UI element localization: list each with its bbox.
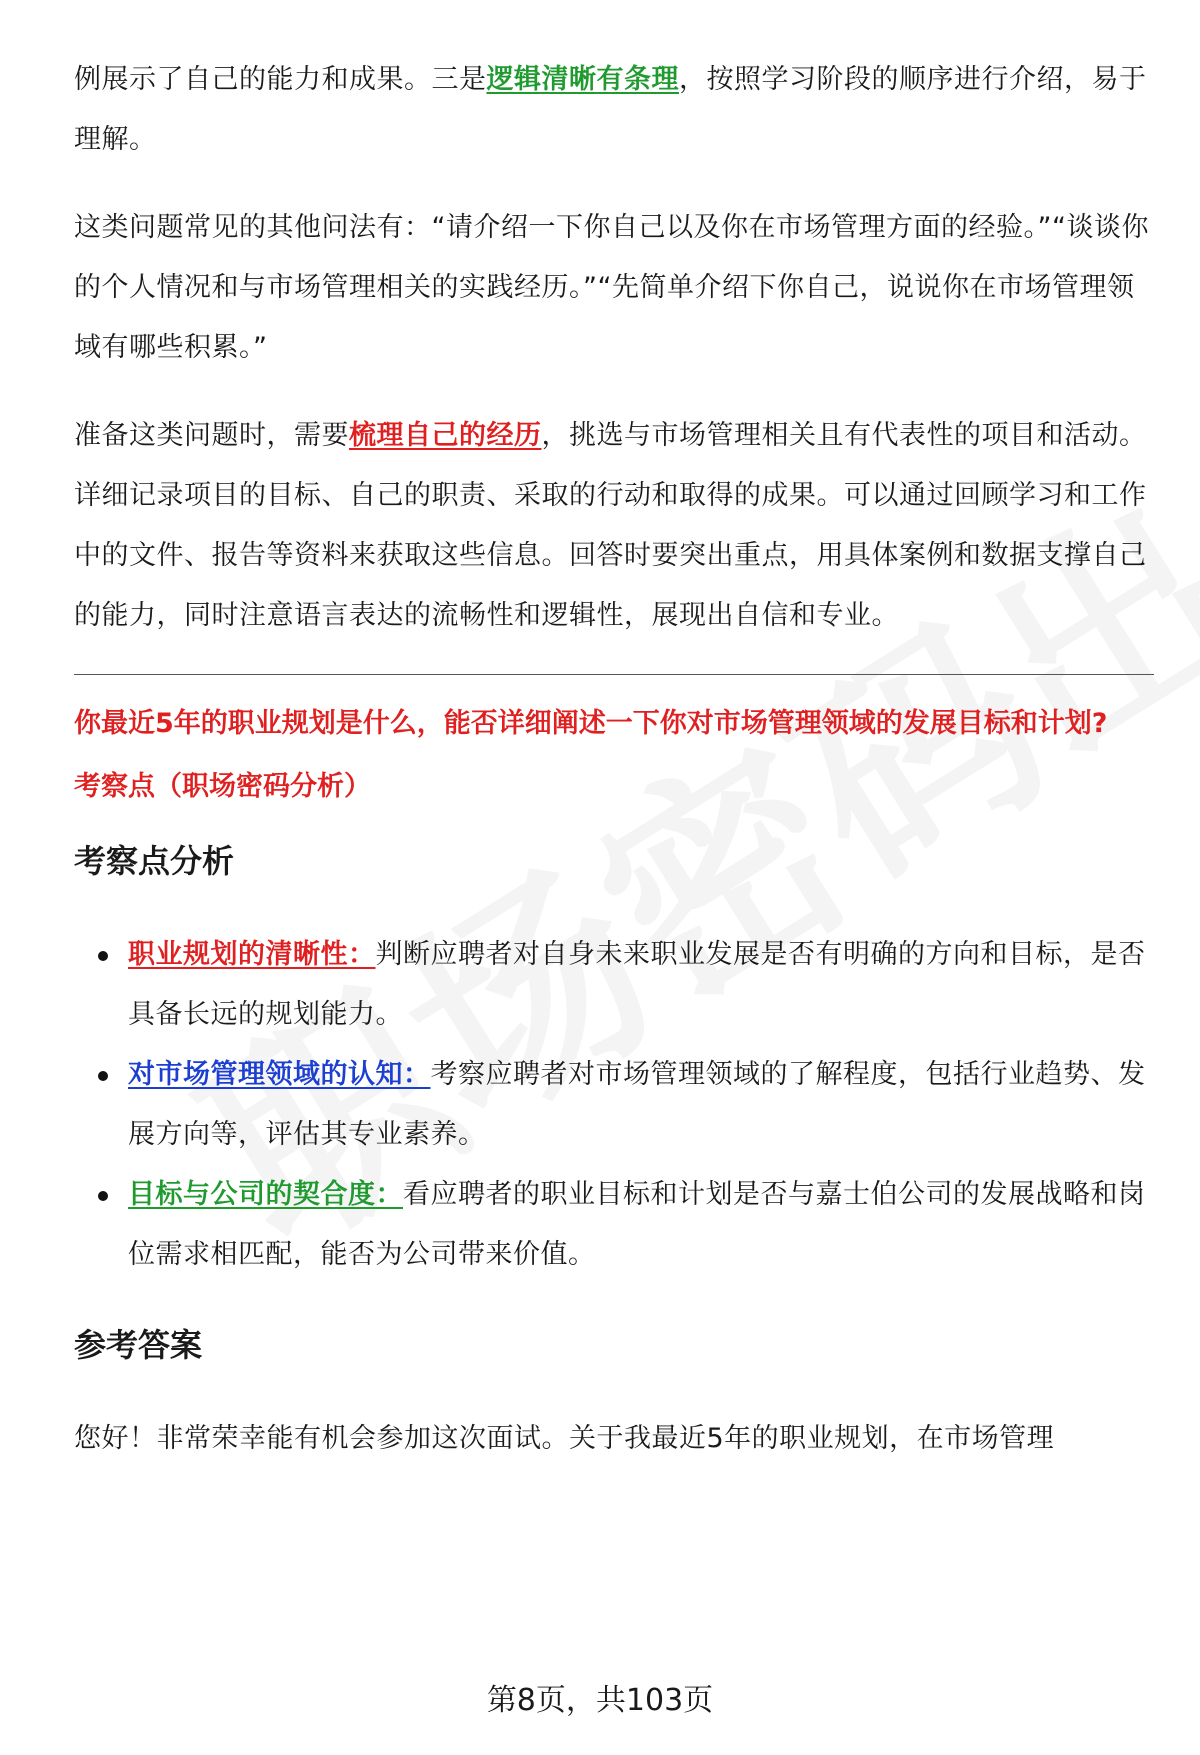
- bullet-icon: [98, 1071, 108, 1081]
- point-text: 判断应聘者对自身未来职业发展是否有明确的方向和目标，是否具备长远的规划能力。: [128, 939, 1146, 1030]
- point-label: 对市场管理领域的认知：: [128, 1059, 431, 1090]
- analysis-list: [74, 925, 1154, 1285]
- list-item: [74, 1165, 1154, 1285]
- answer-paragraph: 您好！非常荣幸能有机会参加这次面试。关于我最近5年的职业规划，在市场管理: [74, 1423, 1055, 1454]
- analysis-heading: 考察点分析: [74, 842, 235, 880]
- paragraph-text: ，按照学习阶段的顺序进行介绍，易于理解。: [74, 64, 1147, 155]
- point-label: 职业规划的清晰性：: [128, 939, 376, 970]
- document-page: [74, 50, 1154, 1497]
- paragraph-text: 例展示了自己的能力和成果。三是: [74, 64, 487, 95]
- point-text: 考察应聘者对市场管理领域的了解程度，包括行业趋势、发展方向等，评估其专业素养。: [128, 1059, 1146, 1150]
- bullet-icon: [98, 951, 108, 961]
- paragraph-preparation: [74, 406, 1154, 646]
- interview-question: 你最近5年的职业规划是什么，能否详细阐述一下你对市场管理领域的发展目标和计划?: [74, 708, 1108, 739]
- page-number: 第8页，共103页: [486, 1683, 714, 1718]
- list-item: [74, 1045, 1154, 1165]
- paragraph-alt-questions: 这类问题常见的其他问法有：“请介绍一下你自己以及你在市场管理方面的经验。”“谈谈你的个人情况和与市场管理相关的实践经历。”“先简单介绍下你自己，说说你在市场管理领域有哪些积累。”: [74, 212, 1149, 363]
- list-item: [74, 925, 1154, 1045]
- point-label: 目标与公司的契合度：: [128, 1179, 403, 1210]
- paragraph-intro-end: [74, 50, 1154, 170]
- bullet-icon: [98, 1191, 108, 1201]
- paragraph-text: ，挑选与市场管理相关且有代表性的项目和活动。详细记录项目的目标、自己的职责、采取的行动和取得的成果。可以通过回顾学习和工作中的文件、报告等资料来获取这些信息。回答时要突出重点，用具体案例和数据支撑自己的能力，同时注意语言表达的流畅性和逻辑性，展现出自信和专业。: [74, 420, 1147, 631]
- paragraph-text: 准备这类问题时，需要: [74, 420, 349, 451]
- highlight-sort-experience: 梳理自己的经历: [349, 420, 542, 451]
- highlight-logic-clear: 逻辑清晰有条理: [486, 64, 679, 95]
- section-divider: [74, 674, 1154, 675]
- point-text: 看应聘者的职业目标和计划是否与嘉士伯公司的发展战略和岗位需求相匹配，能否为公司带来价值。: [128, 1179, 1146, 1270]
- answer-heading: 参考答案: [74, 1326, 203, 1364]
- sub-label: 考察点（职场密码分析）: [74, 771, 371, 802]
